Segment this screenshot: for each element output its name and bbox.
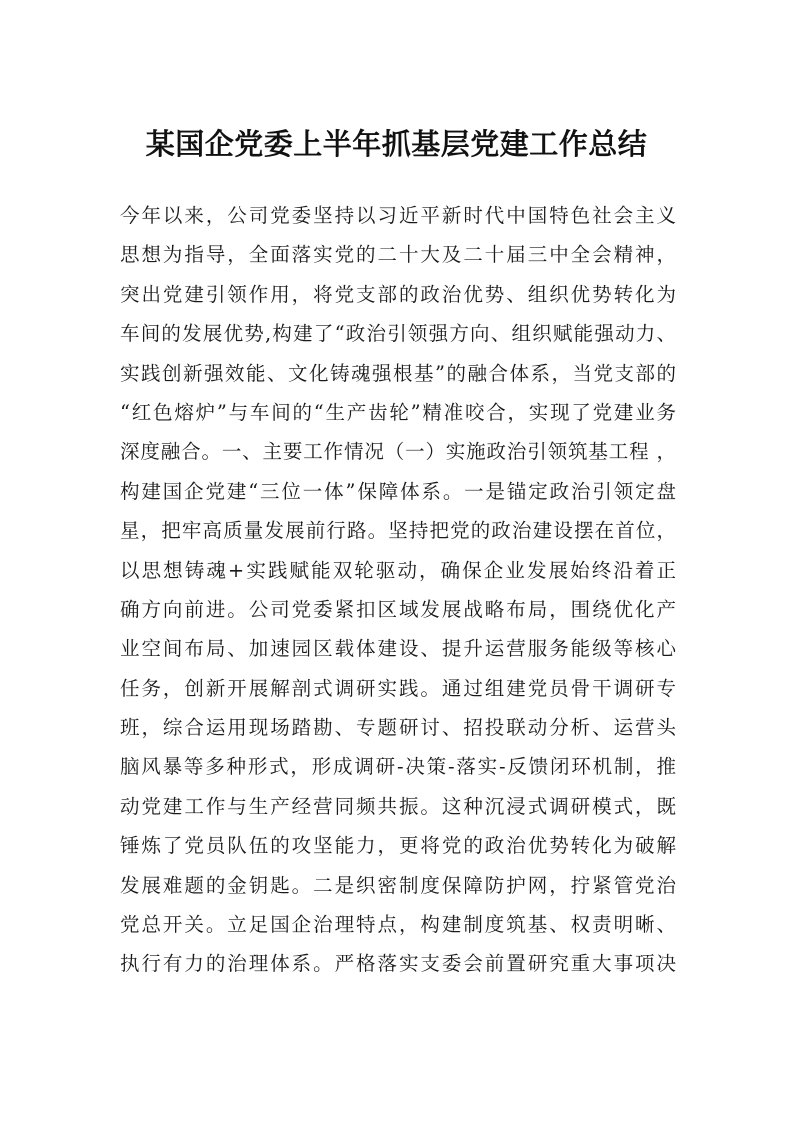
body-line: 发展难题的金钥匙。二是织密制度保障防护网，拧紧管党治 xyxy=(120,873,676,897)
body-line: 脑风暴等多种形式，形成调研-决策-落实-反馈闭环机制，推 xyxy=(120,755,676,779)
body-line: 班，综合运用现场踏勘、专题研讨、招投联动分析、运营头 xyxy=(120,716,676,740)
body-line: 执行有力的治理体系。严格落实支委会前置研究重大事项决 xyxy=(120,952,676,976)
body-line: 构建国企党建“三位一体”保障体系。一是锚定政治引领定盘 xyxy=(120,479,676,503)
body-line: 突出党建引领作用，将党支部的政治优势、组织优势转化为 xyxy=(120,282,676,306)
body-line: 以思想铸魂+实践赋能双轮驱动，确保企业发展始终沿着正 xyxy=(120,558,676,582)
body-line: 锤炼了党员队伍的攻坚能力，更将党的政治优势转化为破解 xyxy=(120,834,676,858)
body-line: 确方向前进。公司党委紧扣区域发展战略布局，围绕优化产 xyxy=(120,597,676,621)
body-line: 深度融合。一、主要工作情况（一）实施政治引领筑基工程 ， xyxy=(120,440,676,464)
body-line: 业空间布局、加速园区载体建设、提升运营服务能级等核心 xyxy=(120,637,676,661)
document-title: 某国企党委上半年抓基层党建工作总结 xyxy=(145,127,648,161)
body-line: 星，把牢高质量发展前行路。坚持把党的政治建设摆在首位， xyxy=(120,519,676,543)
body-line: 动党建工作与生产经营同频共振。这种沉浸式调研模式，既 xyxy=(120,794,676,818)
body-line: 党总开关。立足国企治理特点，构建制度筑基、权责明晰、 xyxy=(120,913,676,937)
body-line: 今年以来，公司党委坚持以习近平新时代中国特色社会主义 xyxy=(120,204,676,227)
body-line: 车间的发展优势,构建了“政治引领强方向、组织赋能强动力、 xyxy=(120,322,676,346)
body-line: 实践创新强效能、文化铸魂强根基”的融合体系，当党支部的 xyxy=(120,361,676,385)
body-line: 任务，创新开展解剖式调研实践。通过组建党员骨干调研专 xyxy=(120,676,676,700)
body-line: 思想为指导，全面落实党的二十大及二十届三中全会精神， xyxy=(120,243,676,267)
document-body xyxy=(120,196,676,984)
body-line: “红色熔炉”与车间的“生产齿轮”精准咬合，实现了党建业务 xyxy=(120,400,676,424)
